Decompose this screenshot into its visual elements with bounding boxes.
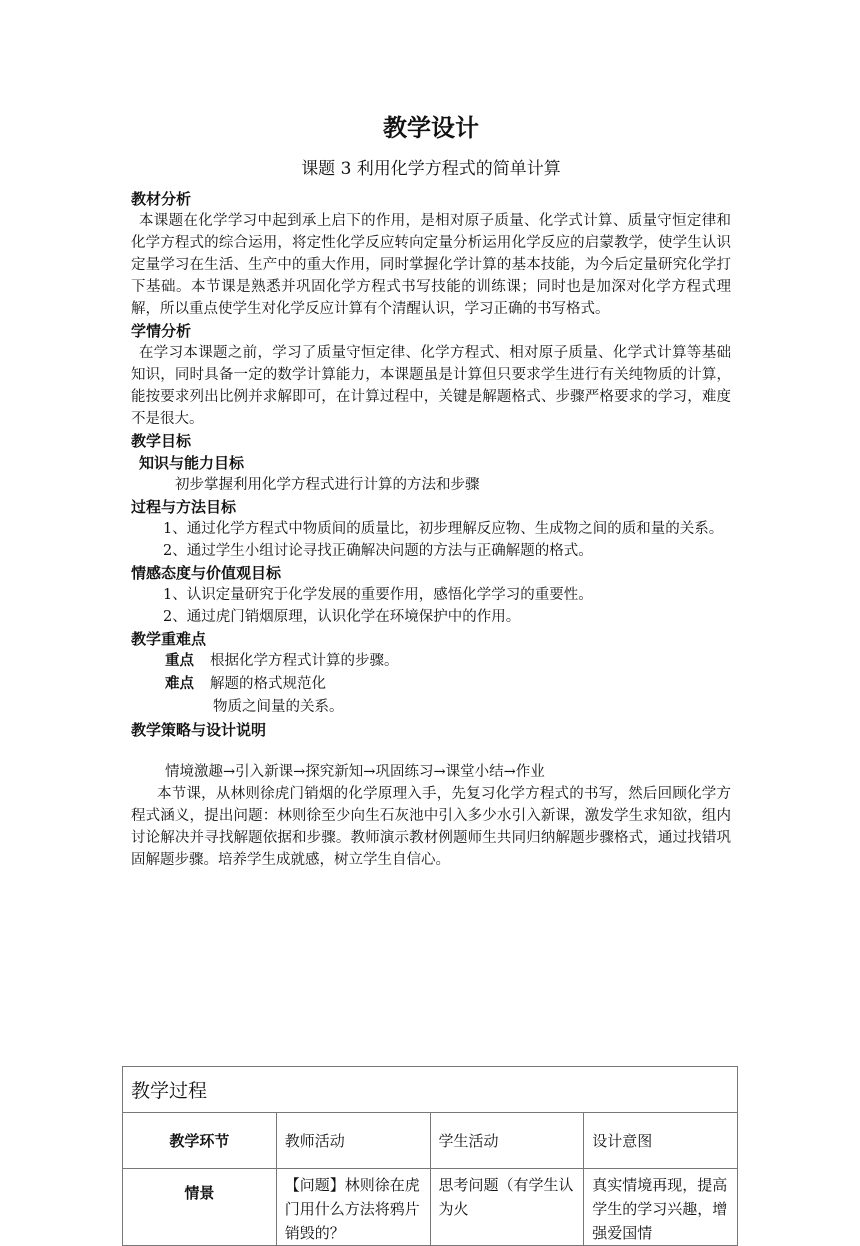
difficult-label: 难点	[165, 676, 194, 692]
difficult-text-2: 物质之间量的关系。	[213, 699, 344, 715]
key-label: 重点	[165, 653, 194, 669]
teaching-process-table	[122, 1066, 738, 1246]
process-item-2: 2、通过学生小组讨论寻找正确解决问题的方法与正确解题的格式。	[163, 543, 593, 559]
col-teacher: 教师活动	[276, 1113, 430, 1169]
document-page	[131, 110, 731, 871]
difficult-text-1: 解题的格式规范化	[210, 676, 326, 692]
teaching-flow: 情境激趣→引入新课→探究新知→巩固练习→课堂小结→作业	[165, 764, 545, 780]
row-student: 思考问题（有学生认为火	[430, 1169, 584, 1246]
lesson-subtitle: 课题 3 利用化学方程式的简单计算	[301, 159, 561, 179]
emotion-heading: 情感态度与价值观目标	[131, 564, 282, 582]
key-heading: 教学重难点	[131, 630, 207, 648]
process-heading: 过程与方法目标	[131, 498, 237, 516]
table-heading: 教学过程	[123, 1067, 738, 1113]
key-text: 根据化学方程式计算的步骤。	[210, 653, 399, 669]
material-text: 本课题在化学学习中起到承上启下的作用，是相对原子质量、化学式计算、质量守恒定律和化学方程式的综合运用，将定性化学反应转向定量分析运用化学反应的启蒙教学，使学生认识定量学习在生活、生产中的重大作用，同时掌握化学计算的基本技能，为今后定量研究化学打下基础。本节课是熟悉并巩固化学方程式书写技能的训练课；同时也是加深对化学方程式理解，所以重点使学生对化学反应计算有个清醒认识，学习正确的书写格式。	[131, 213, 731, 317]
page-title: 教学设计	[383, 114, 479, 142]
emotion-item-1: 1、认识定量研究于化学发展的重要作用，感悟化学学习的重要性。	[163, 587, 593, 603]
goals-heading: 教学目标	[131, 432, 192, 450]
row-stage: 情景	[123, 1169, 277, 1246]
student-heading: 学情分析	[131, 322, 192, 340]
row-intent: 真实情境再现，提高学生的学习兴趣，增强爱国情	[584, 1169, 738, 1246]
knowledge-heading: 知识与能力目标	[139, 454, 245, 472]
strategy-text: 本节课，从林则徐虎门销烟的化学原理入手，先复习化学方程式的书写，然后回顾化学方程式涵义，提出问题：林则徐至少向生石灰池中引入多少水引入新课，激发学生求知欲，组内讨论解决并寻找解题依据和步骤。教师演示教材例题师生共同归纳解题步骤格式，通过找错巩固解题步骤。培养学生成就感，树立学生自信心。	[131, 786, 731, 868]
strategy-heading: 教学策略与设计说明	[131, 721, 267, 739]
row-teacher: 【问题】林则徐在虎门用什么方法将鸦片销毁的？	[276, 1169, 430, 1246]
col-student: 学生活动	[430, 1113, 584, 1169]
difficult-point-row	[131, 673, 731, 696]
emotion-item-2: 2、通过虎门销烟原理，认识化学在环境保护中的作用。	[163, 609, 521, 625]
col-intent: 设计意图	[584, 1113, 738, 1169]
table-header-row	[123, 1113, 738, 1169]
student-text: 在学习本课题之前，学习了质量守恒定律、化学方程式、相对原子质量、化学式计算等基础知识，同时具备一定的数学计算能力，本课题虽是计算但只要求学生进行有关纯物质的计算，能按要求列出比例并求解即可，在计算过程中，关键是解题格式、步骤严格要求的学习，难度不是很大。	[131, 345, 731, 427]
process-item-1: 1、通过化学方程式中物质间的质量比，初步理解反应物、生成物之间的质和量的关系。	[163, 521, 724, 537]
material-heading: 教材分析	[131, 190, 192, 208]
table-row	[123, 1169, 738, 1246]
key-point-row	[131, 650, 731, 673]
knowledge-text: 初步掌握利用化学方程式进行计算的方法和步骤	[175, 477, 480, 493]
col-stage: 教学环节	[123, 1113, 277, 1169]
difficult-point-row-2	[131, 696, 731, 719]
